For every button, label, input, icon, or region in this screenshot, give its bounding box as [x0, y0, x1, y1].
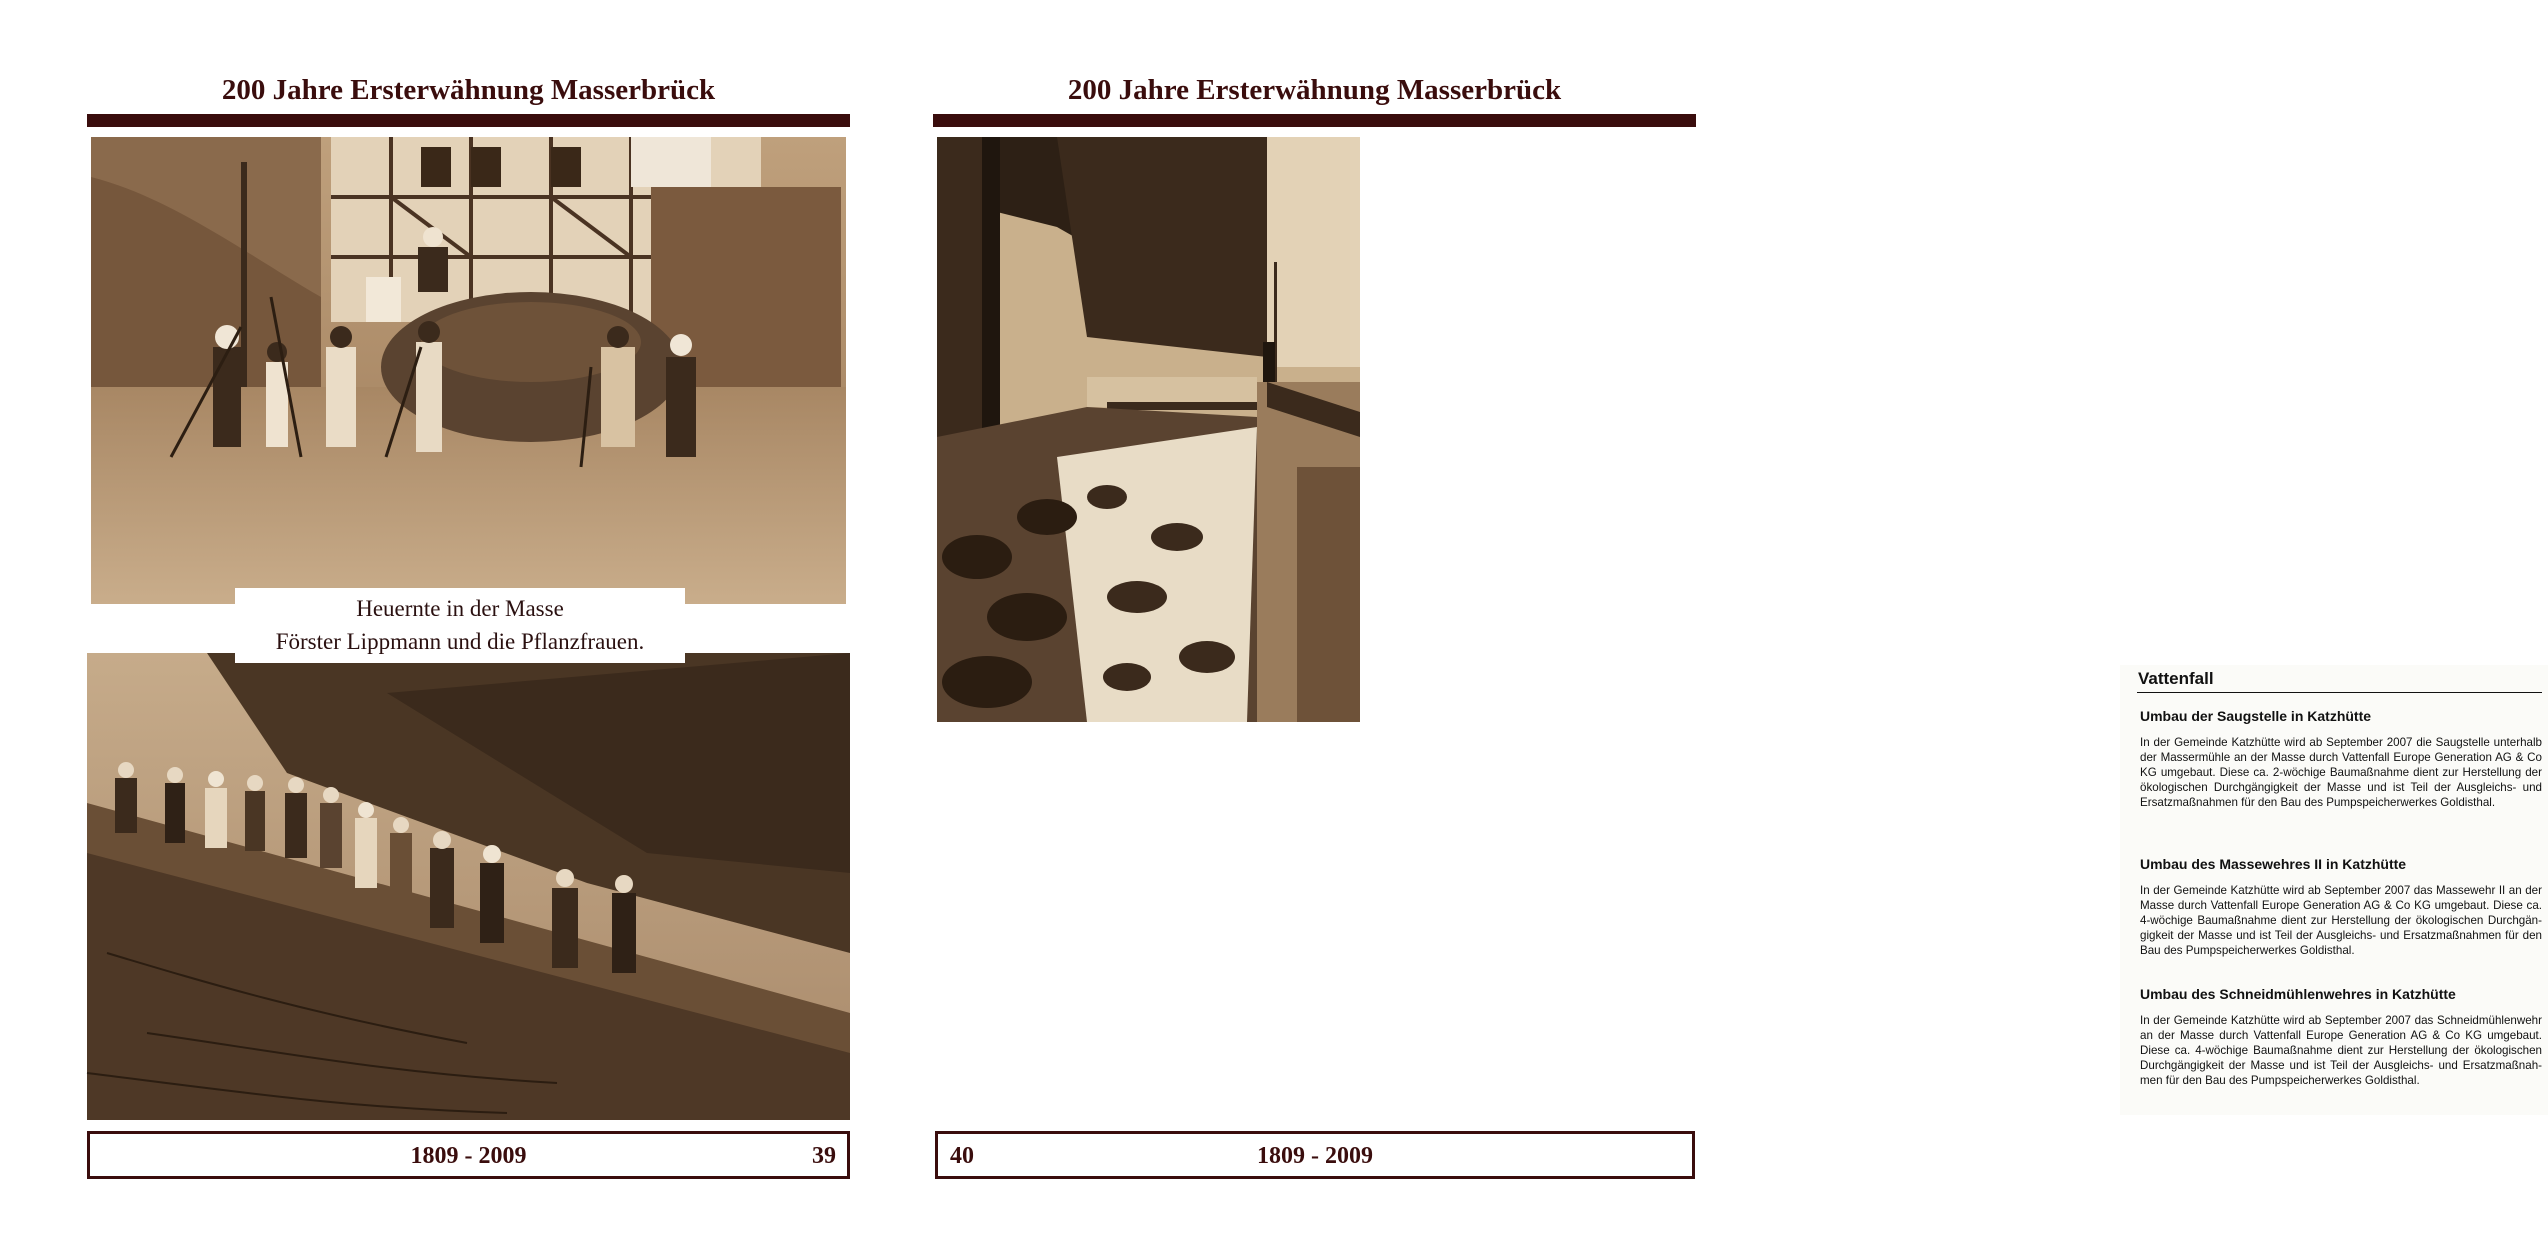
clipping-heading-1: Umbau der Saugstelle in Katzhütte: [2140, 708, 2372, 724]
caption-line-1: Heuernte in der Masse: [356, 596, 564, 621]
caption-line-2: Förster Lippmann und die Pflanzfrauen.: [275, 629, 645, 654]
footer-years: 1809 - 2009: [410, 1143, 527, 1169]
photo-river-masse: [937, 137, 1360, 722]
photo-hay-harvest: [91, 137, 846, 604]
clipping-paragraph-2: In der Gemeinde Katzhütte wird ab September 2007 das Massewehr II an der Masse durch Vattenfall Europe Generation AG & Co KG umgebaut. Diese ca. 4-wöchige Baumaßnahme dient zur Herstellung der ökologischen Durchgän-gigkeit der Masse und ist Teil der Ausgleichs- und Ersatzmaßnahmen für den Bau des Pumpspeicherwerkes Goldisthal.: [2140, 884, 2542, 957]
page-footer: [935, 1131, 1695, 1179]
page-header-title: 200 Jahre Ersterwähnung Masserbrück: [221, 74, 716, 106]
page-number: 40: [950, 1143, 974, 1169]
photo-caption: [235, 588, 685, 663]
clipping-paragraph-1: In der Gemeinde Katzhütte wird ab September 2007 die Saugstelle unterhalb der Massermühle an der Masse durch Vattenfall Europe Generation AG & Co KG umgebaut. Diese ca. 2-wöchige Baumaßnahme dient zur Herstellung der ökologischen Durchgängigkeit der Masse und ist Teil der Ausgleichs- und Ersatzmaßnahmen für den Bau des Pumpspeicherwerkes Goldisthal.: [2140, 736, 2542, 809]
left-page: [0, 0, 877, 1240]
footer-years: 1809 - 2009: [1257, 1143, 1373, 1169]
header-rule: [87, 114, 850, 127]
clipping-rule: [2137, 692, 2542, 693]
header-rule: [933, 114, 1696, 127]
page-number: 39: [812, 1143, 836, 1169]
clipping-paragraph-3: In der Gemeinde Katzhütte wird ab September 2007 das Schneidmühlenwehr an der Masse durch Vattenfall Europe Generation AG & Co KG umgebaut. Diese ca. 4-wöchige Baumaßnahme dient zur Herstellung der ökologischen Durchgängigkeit der Masse und ist Teil der Ausgleichs- und Ersatzmaßnah-men für den Bau des Pumpspeicherwerkes Goldisthal.: [2140, 1014, 2542, 1087]
photo-planting-women: [87, 653, 850, 1120]
right-page: [877, 0, 2542, 1240]
clipping-heading-2: Umbau des Massewehres II in Katzhütte: [2140, 856, 2407, 872]
clipping-heading-3: Umbau des Schneidmühlenwehres in Katzhütte: [2140, 986, 2456, 1002]
newspaper-clipping: [2120, 665, 2548, 1115]
page-header-title: 200 Jahre Ersterwähnung Masserbrück: [1067, 74, 1562, 106]
clipping-brand: Vattenfall: [2138, 669, 2214, 688]
page-footer: [87, 1131, 850, 1179]
